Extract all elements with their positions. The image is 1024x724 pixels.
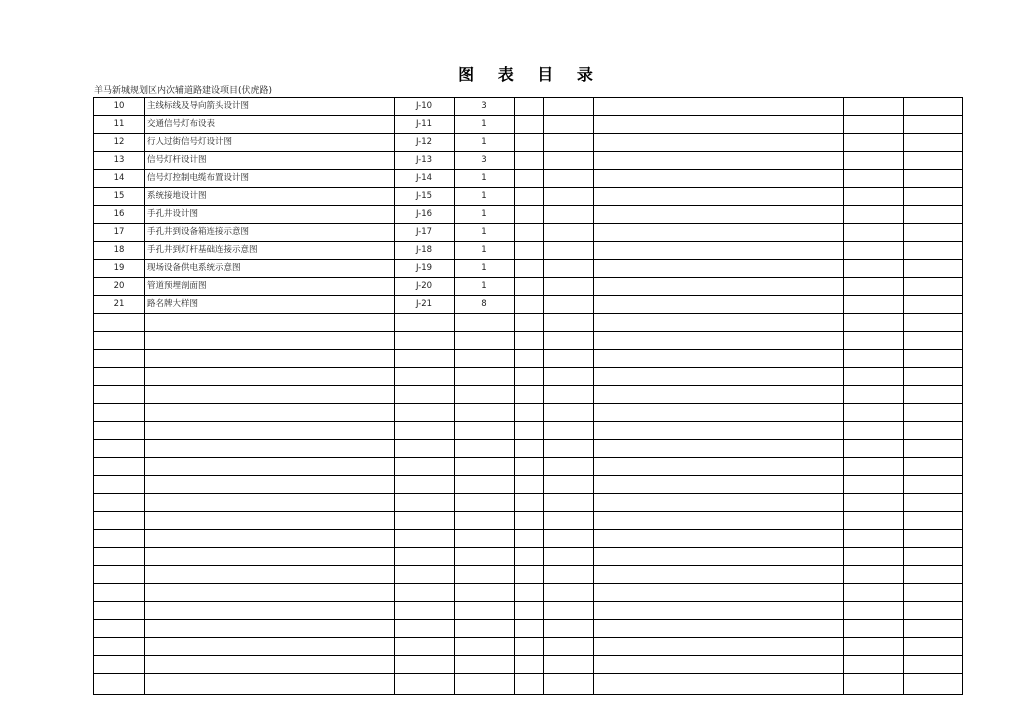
drawing-name: 交通信号灯布设表 (147, 119, 216, 129)
page-count: 1 (481, 263, 487, 273)
drawing-name: 行人过街信号灯设计图 (147, 137, 233, 147)
table-row (94, 512, 962, 530)
table-row (94, 422, 962, 440)
drawing-code: J-20 (415, 281, 433, 291)
table-row (94, 188, 962, 206)
drawing-name: 手孔井设计图 (147, 209, 199, 219)
row-number: 10 (113, 101, 125, 111)
page-count: 1 (481, 209, 487, 219)
drawing-code: J-14 (415, 173, 433, 183)
row-number: 17 (113, 227, 125, 237)
table-row (94, 602, 962, 620)
drawing-name: 手孔井到灯杆基础连接示意图 (147, 245, 258, 255)
row-number: 12 (113, 137, 125, 147)
table-row (94, 566, 962, 584)
row-number: 18 (113, 245, 125, 255)
drawing-name: 信号灯杆设计图 (147, 155, 207, 165)
page-count: 1 (481, 173, 487, 183)
page-count: 1 (481, 119, 487, 129)
page-count: 3 (481, 101, 487, 111)
table-row (94, 152, 962, 170)
row-number: 15 (113, 191, 125, 201)
table-row (94, 314, 962, 332)
table-row (94, 242, 962, 260)
row-number: 14 (113, 173, 125, 183)
table-row (94, 476, 962, 494)
drawing-code: J-17 (415, 227, 433, 237)
table-row (94, 494, 962, 512)
drawing-name: 信号灯控制电缆布置设计图 (147, 173, 250, 183)
table-row (94, 638, 962, 656)
drawing-code: J-13 (415, 155, 433, 165)
table-row (94, 368, 962, 386)
drawing-code: J-18 (415, 245, 433, 255)
table-row (94, 296, 962, 314)
table-row (94, 98, 962, 116)
drawing-name: 现场设备供电系统示意图 (147, 263, 241, 273)
drawing-index-table (93, 97, 963, 695)
drawing-code: J-16 (415, 209, 433, 219)
row-number: 11 (113, 119, 125, 129)
table-row (94, 206, 962, 224)
table-row (94, 224, 962, 242)
page-count: 3 (481, 155, 487, 165)
page-count: 8 (481, 299, 487, 309)
table-row (94, 440, 962, 458)
table-row (94, 350, 962, 368)
drawing-name: 主线标线及导向箭头设计图 (147, 101, 250, 111)
row-number: 20 (113, 281, 125, 291)
project-name: 羊马新城规划区内次辅道路建设项目(伏虎路) (94, 86, 273, 96)
table-row (94, 656, 962, 674)
table-row (94, 620, 962, 638)
drawing-code: J-11 (415, 119, 433, 129)
table-row (94, 530, 962, 548)
table-row (94, 170, 962, 188)
drawing-name: 手孔井到设备箱连接示意图 (147, 227, 250, 237)
table-row (94, 260, 962, 278)
drawing-code: J-12 (415, 137, 433, 147)
drawing-code: J-15 (415, 191, 433, 201)
drawing-name: 系统接地设计图 (147, 191, 207, 201)
page-count: 1 (481, 137, 487, 147)
drawing-code: J-10 (415, 101, 433, 111)
page-count: 1 (481, 227, 487, 237)
drawing-name: 路名牌大样图 (147, 299, 199, 309)
page-count: 1 (481, 281, 487, 291)
page-count: 1 (481, 245, 487, 255)
table-row (94, 278, 962, 296)
row-number: 16 (113, 209, 125, 219)
table-row (94, 116, 962, 134)
table-row (94, 134, 962, 152)
page-count: 1 (481, 191, 487, 201)
row-number: 21 (113, 299, 125, 309)
table-row (94, 332, 962, 350)
drawing-name: 管道预埋剖面图 (147, 281, 207, 291)
drawing-code: J-19 (415, 263, 433, 273)
row-number: 19 (113, 263, 125, 273)
page-title: 图 表 目 录 (458, 65, 602, 84)
table-row (94, 584, 962, 602)
table-row (94, 458, 962, 476)
table-row (94, 674, 962, 692)
drawing-code: J-21 (415, 299, 433, 309)
table-row (94, 548, 962, 566)
table-row (94, 386, 962, 404)
row-number: 13 (113, 155, 125, 165)
table-row (94, 404, 962, 422)
